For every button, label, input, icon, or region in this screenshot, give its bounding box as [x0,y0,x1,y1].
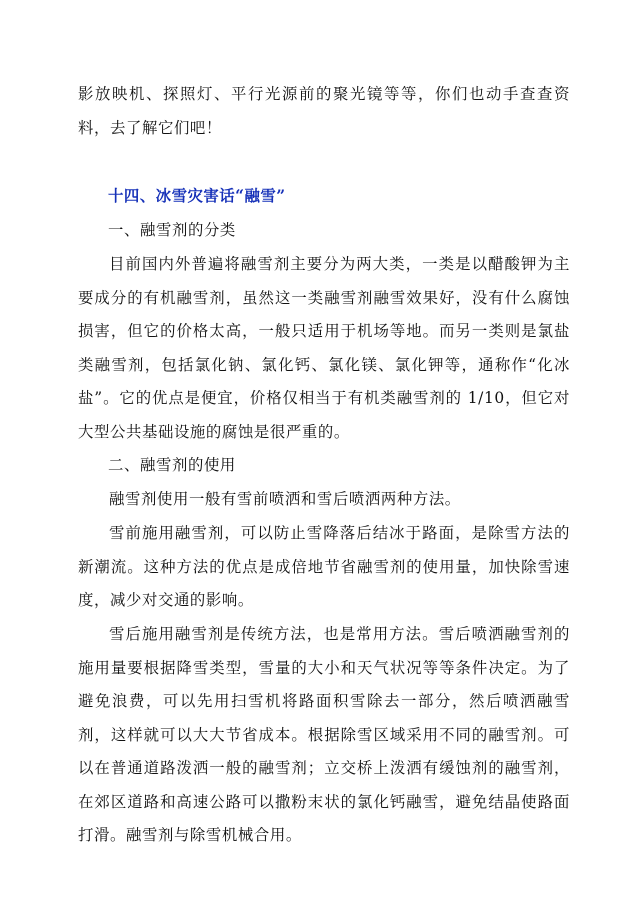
intro-continuation: 影放映机、探照灯、平行光源前的聚光镜等等，你们也动手查查资料，去了解它们吧！ [78,85,570,137]
paragraph-usage-intro: 融雪剂使用一般有雪前喷洒和雪后喷洒两种方法。 [109,490,461,508]
subsection-usage: 二、融雪剂的使用 [108,456,236,474]
paragraph-pre-snow: 雪前施用融雪剂，可以防止雪降落后结冰于路面，是除雪方法的新潮流。这种方法的优点是成倍地节省融雪剂的使用量，加快除雪速度，减少对交通的影响。 [78,524,570,609]
subsection-classification: 一、融雪剂的分类 [108,221,236,239]
paragraph-post-snow: 雪后施用融雪剂是传统方法，也是常用方法。雪后喷洒融雪剂的施用量要根据降雪类型，雪量的大小和天气状况等等条件决定。为了避免浪费，可以先用扫雪机将路面积雪除去一部分，然后喷洒融雪剂，这样就可以大大节省成本。根据除雪区域采用不同的融雪剂。可以在普通道路泼洒一般的融雪剂；立交桥上泼洒有缓蚀剂的融雪剂，在郊区道路和高速公路可以撒粉末状的氯化钙融雪，避免结晶使路面打滑。融雪剂与除雪机械合用。 [78,625,570,844]
paragraph-classification: 目前国内外普遍将融雪剂主要分为两大类，一类是以醋酸钾为主要成分的有机融雪剂，虽然这一类融雪剂融雪效果好，没有什么腐蚀损害，但它的价格太高，一般只适用于机场等地。而另一类则是氯盐类融雪剂，包括氯化钠、氯化钙、氯化镁、氯化钾等，通称作“化冰盐”。它的优点是便宜，价格仅相当于有机类融雪剂的 1/10，但它对大型公共基础设施的腐蚀是很严重的。 [78,255,570,441]
section-title: 十四、冰雪灾害话“融雪” [108,187,286,205]
